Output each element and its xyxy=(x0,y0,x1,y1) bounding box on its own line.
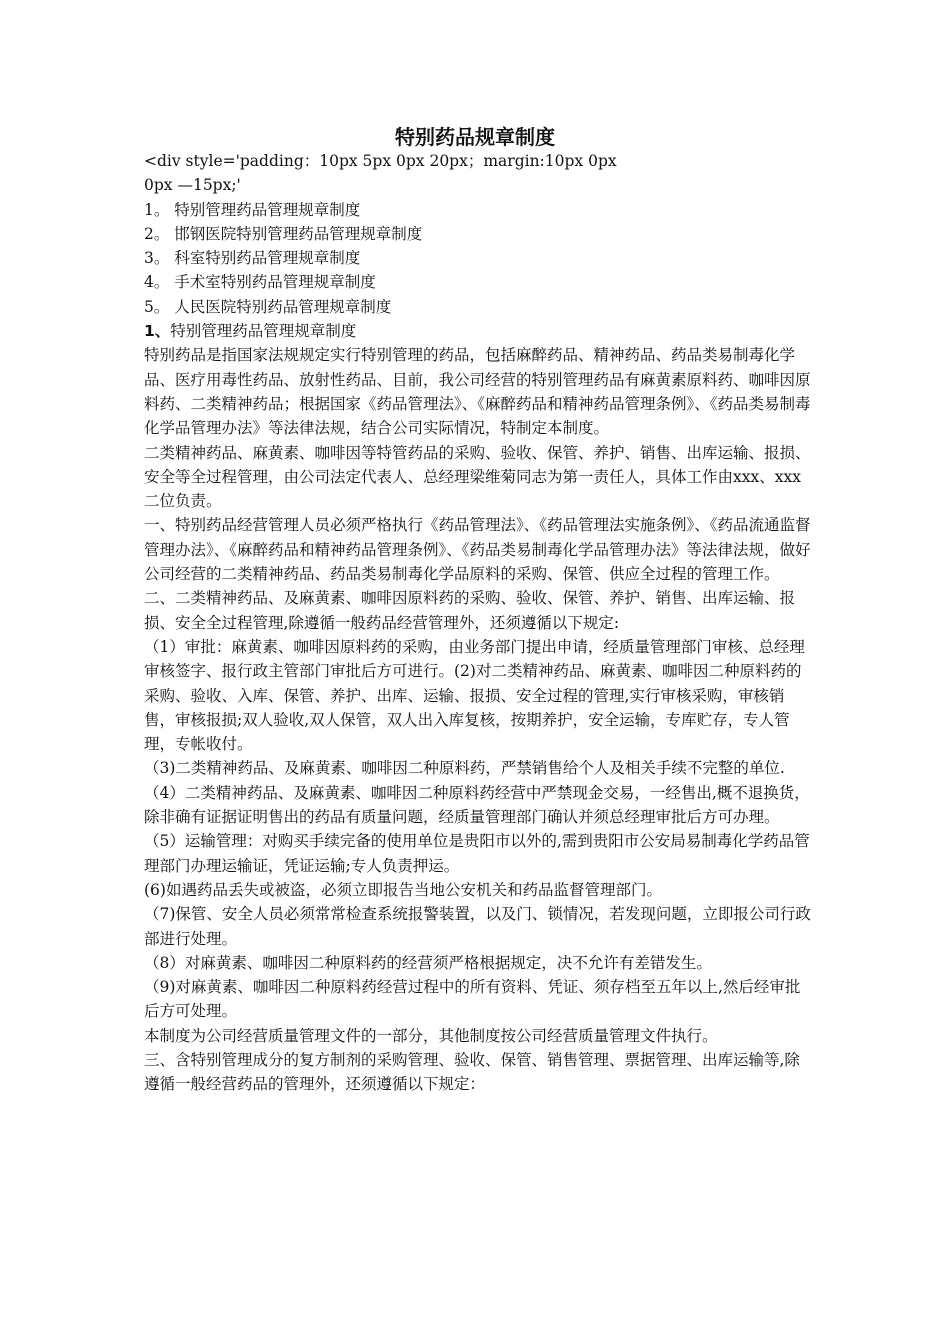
code-fragment-line: <div style='padding：10px 5px 0px 20px；margin:10px 0px xyxy=(144,152,617,170)
paragraph: 本制度为公司经营质量管理文件的一部分，其他制度按公司经营质量管理文件执行。 xyxy=(144,1026,718,1045)
document-title: 特别药品规章制度 xyxy=(395,125,555,149)
section-heading xyxy=(144,319,812,343)
document-body xyxy=(144,149,812,1097)
paragraph: 三、含特别管理成分的复方制剂的采购管理、验收、保管、销售管理、票据管理、出库运输等,除遵循一般经营药品的管理外，还须遵循以下规定： xyxy=(144,1050,800,1094)
toc-item: 5。 人民医院特别药品管理规章制度 xyxy=(144,297,392,316)
paragraph: （1）审批：麻黄素、咖啡因原料药的采购，由业务部门提出申请，经质量管理部门审核、总经理审核签字、报行政主管部门审批后方可进行。(2)对二类精神药品、麻黄素、咖啡因二种原料药的采购、验收、入库、保管、养护、出库、运输、报损、安全过程的管理,实行审核采购，审核销售，审核报损;双人验收,双人保管，双人出入库复核，按期养护，安全运输，专库贮存，专人管理，专帐收付。 xyxy=(144,637,805,754)
toc-item: 1。 特别管理药品管理规章制度 xyxy=(144,200,361,219)
paragraph: 特别药品是指国家法规规定实行特别管理的药品，包括麻醉药品、精神药品、药品类易制毒化学品、医疗用毒性药品、放射性药品、目前，我公司经营的特别管理药品有麻黄素原料药、咖啡因原料药、二类精神药品；根据国家《药品管理法》、《麻醉药品和精神药品管理条例》、《药品类易制毒化学品管理办法》等法律法规，结合公司实际情况，特制定本制度。 xyxy=(144,346,811,438)
paragraph: (6)如遇药品丢失或被盗，必须立即报告当地公安机关和药品监督管理部门。 xyxy=(144,880,662,899)
paragraph: （8）对麻黄素、咖啡因二种原料药的经营须严格根据规定，决不允许有差错发生。 xyxy=(144,953,712,972)
toc-item: 4。 手术室特别药品管理规章制度 xyxy=(144,273,376,292)
section-heading-number: 1、 xyxy=(144,322,171,341)
paragraph: 二、二类精神药品、及麻黄素、咖啡因原料药的采购、验收、保管、养护、销售、出库运输、报损、安全全过程管理,除遵循一般药品经营管理外，还须遵循以下规定: xyxy=(144,589,796,632)
toc-item: 2。 邯钢医院特别管理药品管理规章制度 xyxy=(144,224,423,243)
paragraph: （3)二类精神药品、及麻黄素、咖啡因二种原料药，严禁销售给个人及相关手续不完整的单位. xyxy=(144,759,785,778)
paragraph: （4）二类精神药品、及麻黄素、咖啡因二种原料药经营中严禁现金交易，一经售出,概不退换货，除非确有证据证明售出的药品有质量问题，经质量管理部门确认并须总经理审批后方可办理。 xyxy=(144,783,810,827)
section-heading-text: 特别管理药品管理规章制度 xyxy=(170,322,357,341)
paragraph: （7)保管、安全人员必须常常检查系统报警装置，以及门、锁情况，若发现问题，立即报公司行政部进行处理。 xyxy=(144,905,811,948)
paragraph: （9)对麻黄素、咖啡因二种原料药经营过程中的所有资料、凭证、须存档至五年以上,然后经审批后方可处理。 xyxy=(144,978,801,1021)
paragraph: 一、特别药品经营管理人员必须严格执行《药品管理法》、《药品管理法实施条例》、《药品流通监督管理办法》、《麻醉药品和精神药品管理条例》、《药品类易制毒化学品管理办法》等法律法规，做好公司经营的二类精神药品、药品类易制毒化学品原料的采购、保管、供应全过程的管理工作。 xyxy=(144,516,811,584)
code-fragment-line: 0px —15px;' xyxy=(144,176,241,195)
toc-item: 3。 科室特别药品管理规章制度 xyxy=(144,249,361,268)
paragraph: （5）运输管理：对购买手续完备的使用单位是贵阳市以外的,需到贵阳市公安局易制毒化学药品管理部门办理运输证，凭证运输;专人负责押运。 xyxy=(144,832,810,875)
paragraph: 二类精神药品、麻黄素、咖啡因等特管药品的采购、验收、保管、养护、销售、出库运输、报损、安全等全过程管理，由公司法定代表人、总经理梁维菊同志为第一责任人，具体工作由xxx、xxx二位负责。 xyxy=(144,443,811,511)
